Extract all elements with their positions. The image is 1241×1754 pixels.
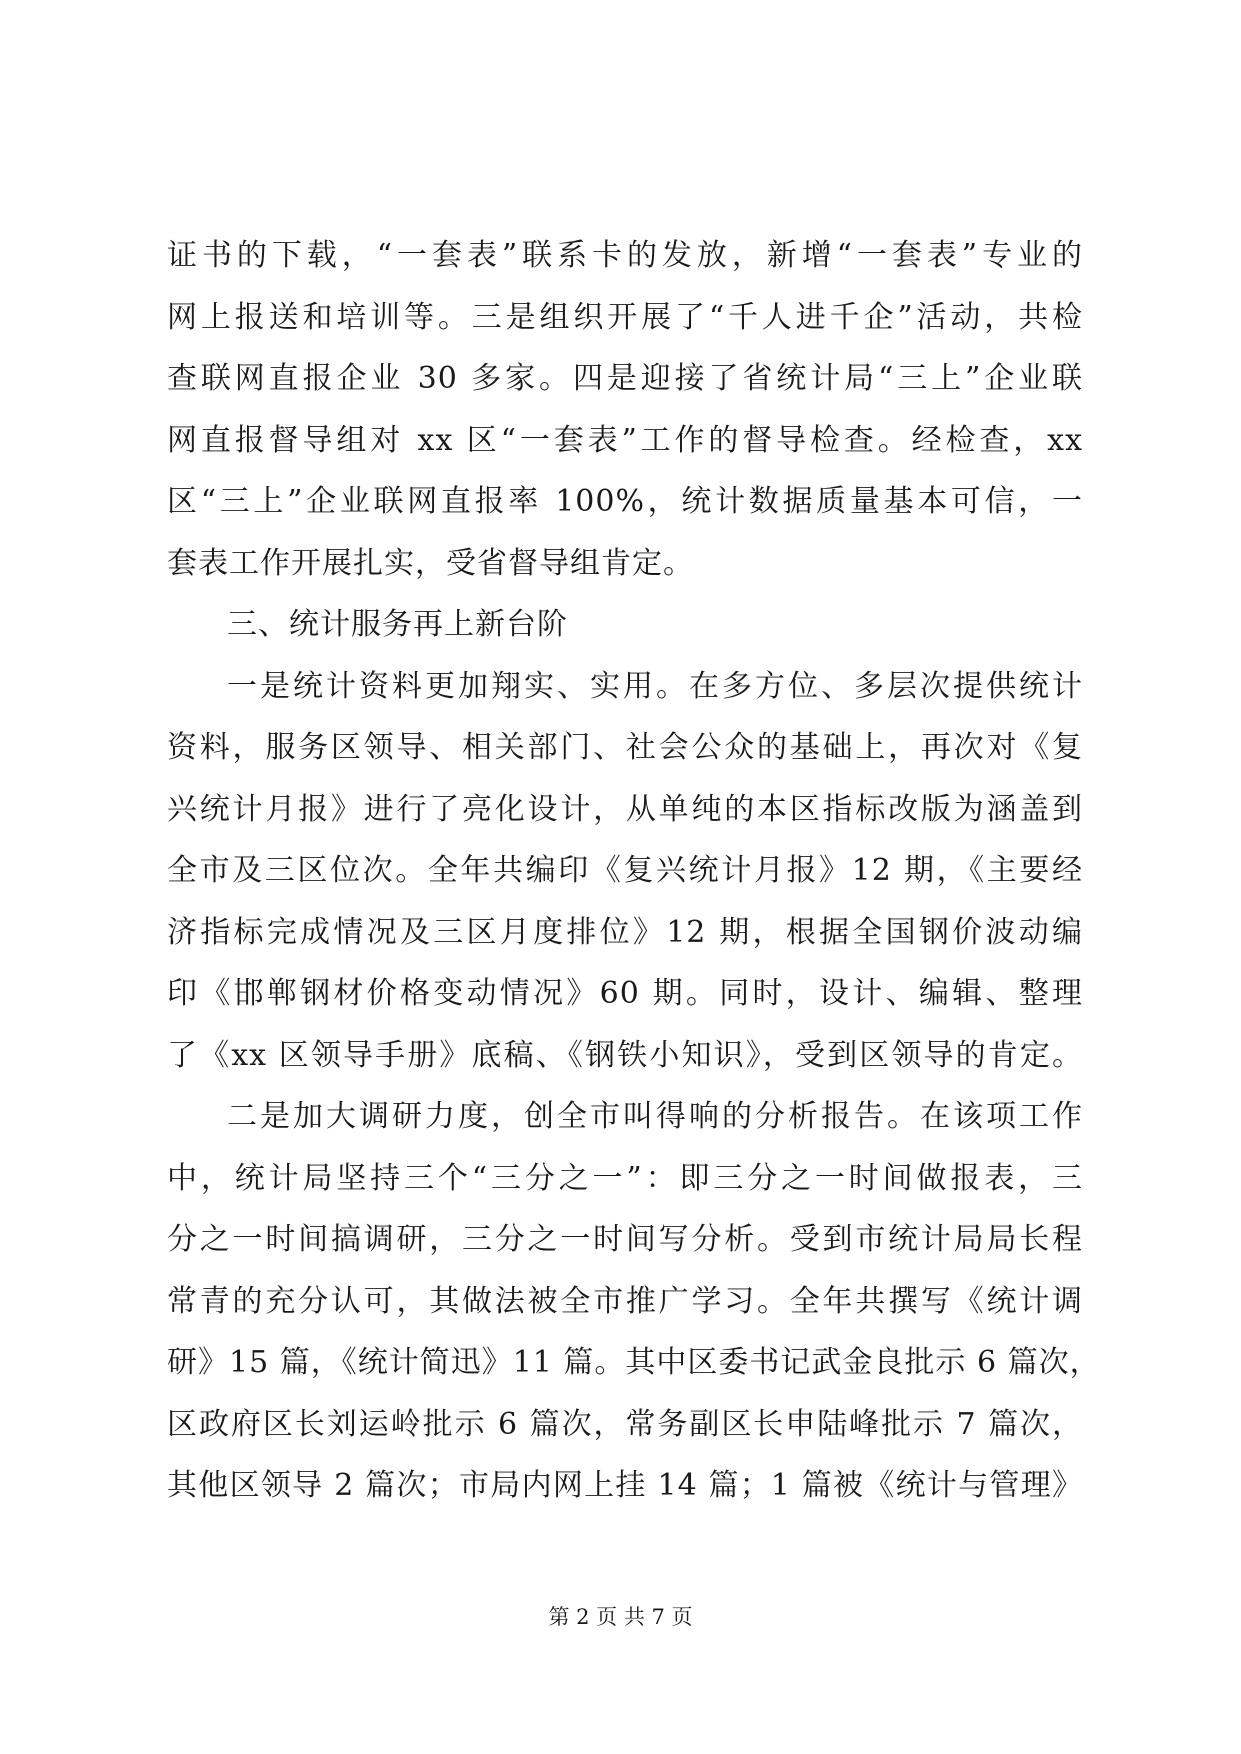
text-line: 印《邯郸钢材价格变动情况》60 期。同时，设计、编辑、整理 [167, 976, 1083, 1011]
text-line: 兴统计月报》进行了亮化设计，从单纯的本区指标改版为涵盖到 [167, 791, 1083, 827]
text-line: 全市及三区位次。全年共编印《复兴统计月报》12 期，《主要经 [167, 853, 1083, 888]
text-line: 分之一时间搞调研，三分之一时间写分析。受到市统计局局长程 [167, 1222, 1083, 1257]
text-line: 网上报送和培训等。三是组织开展了“千人进千企”活动，共检 [167, 299, 1083, 335]
text-line: 济指标完成情况及三区月度排位》12 期，根据全国钢价波动编 [167, 914, 1083, 950]
text-line: 区政府区长刘运岭批示 6 篇次，常务副区长申陆峰批示 7 篇次， [167, 1406, 1083, 1442]
document-body [167, 225, 1101, 1517]
text-line: 证书的下载，“一套表”联系卡的发放，新增“一套表”专业的 [167, 238, 1083, 273]
text-line: 常青的充分认可，其做法被全市推广学习。全年共撰写《统计调 [167, 1283, 1083, 1319]
text-line: 套表工作开展扎实，受省督导组肯定。 [167, 545, 694, 581]
text-line: 了《xx 区领导手册》底稿、《钢铁小知识》，受到区领导的肯定。 [167, 1037, 1083, 1073]
text-line: 一是统计资料更加翔实、实用。在多方位、多层次提供统计 [227, 668, 1083, 704]
text-line: 其他区领导 2 篇次；市局内网上挂 14 篇；1 篇被《统计与管理》 [167, 1468, 1083, 1503]
text-line: 二是加大调研力度，创全市叫得响的分析报告。在该项工作 [227, 1099, 1083, 1134]
text-line: 查联网直报企业 30 多家。四是迎接了省统计局“三上”企业联 [167, 361, 1083, 396]
text-line: 资料，服务区领导、相关部门、社会公众的基础上，再次对《复 [167, 730, 1083, 765]
section-heading: 三、统计服务再上新台阶 [227, 607, 568, 642]
text-line: 中，统计局坚持三个“三分之一”：即三分之一时间做报表，三 [167, 1160, 1083, 1196]
text-line: 网直报督导组对 xx 区“一套表”工作的督导检查。经检查，xx [167, 422, 1083, 458]
text-line: 区“三上”企业联网直报率 100%，统计数据质量基本可信，一 [167, 484, 1083, 519]
page-number-footer: 第 2 页 共 7 页 [548, 1605, 693, 1629]
text-line: 研》15 篇，《统计简迅》11 篇。其中区委书记武金良批示 6 篇次， [167, 1345, 1101, 1380]
